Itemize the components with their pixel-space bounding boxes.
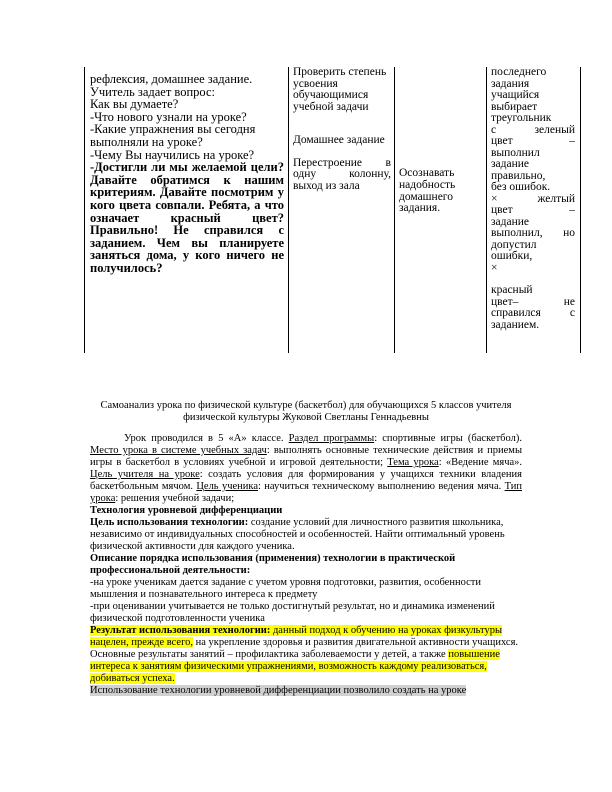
- reflection-bold-text: -Достигли ли мы желаемой цели? Давайте обратимся к нашим критериям. Давайте посмотрим у кого цвета совпали. Ребята, а что означает красный цвет? Правильно! Не справился с заданием. Чем вы планируете заняться дома, у кого ничего не получилось?: [90, 160, 284, 275]
- assessment-line: правильно,: [491, 169, 546, 182]
- reflection-line: -Чему Вы научились на уроке?: [90, 147, 255, 162]
- assessment-line: × желтый: [491, 192, 575, 205]
- technology-result: Результат использования технологии: данный подход к обучению на уроках физкультуры нацелен, прежде всего, на укрепление здоровья и развития двигательной активности учащихся. Основные результаты занятий – профилактика заболеваемости у детей, а также повышение интереса к занятиям физическими упражнениями, возможность каждому реализоваться, добиваться успеха.: [90, 625, 519, 684]
- reflection-line: -Что нового узнали на уроке?: [90, 109, 247, 124]
- assessment-line: выполнил: [491, 146, 540, 159]
- assessment-line: красный: [491, 284, 533, 296]
- usage-line: -при оценивании учитывается не только достигнутый результат, но и динамика изменений физической подготовленности ученика: [90, 601, 495, 624]
- usage-line: -на уроке ученикам дается задание с учетом уровня подготовки, развития, особенности мышления и познавательного интереса к предмету: [90, 577, 481, 600]
- assessment-line: задания: [491, 77, 530, 90]
- table-border-col4: [486, 67, 487, 353]
- reflection-line: -Какие упражнения вы сегодня: [90, 122, 256, 137]
- reflection-line: Учитель задает вопрос:: [90, 84, 216, 99]
- reflection-line: выполняли на уроке?: [90, 134, 203, 149]
- assessment-line: без ошибок.: [491, 181, 551, 193]
- table-border-left: [84, 67, 85, 353]
- usage-heading: Описание порядка использования (применения) технологии в практической профессиональной деятельности:: [90, 553, 456, 576]
- table-border-col2: [288, 67, 289, 353]
- homework-text: Домашнее задание: [293, 134, 385, 146]
- analysis-body: [90, 433, 522, 697]
- reflection-line: рефлексия, домашнее задание.: [90, 73, 253, 86]
- assessment-line: учащийся: [491, 89, 540, 101]
- assessment-line: последнего: [491, 67, 547, 78]
- table-border-col5: [580, 67, 581, 353]
- table-cell-reflection: [90, 73, 284, 275]
- analysis-title: Самоанализ урока по физической культуре (баскетбол) для обучающихся 5 классов учителя физической культуры Жуковой Светланы Геннадьевны: [100, 400, 512, 423]
- table-cell-goals: [293, 67, 391, 192]
- outcome-text: Осознавать надобность домашнего задания.: [399, 168, 456, 215]
- table-cell-outcome: [399, 168, 479, 215]
- conclusion-line: Использование технологии уровневой дифференциации позволило создать на уроке: [90, 685, 467, 696]
- assessment-line: с зеленый: [491, 123, 575, 136]
- reflection-line: Как вы думаете?: [90, 97, 179, 112]
- assessment-line: цвет– не: [491, 295, 575, 308]
- assessment-line: заданием.: [491, 318, 540, 331]
- assessment-line: цвет –: [491, 204, 575, 216]
- technology-goal: Цель использования технологии: создание условий для личностного развития школьника, независимо от индивидуальных способностей и особенностей. Найти оптимальный уровень физической активности для каждого ученика.: [90, 517, 505, 552]
- lesson-description: Урок проводился в 5 «А» классе. Раздел программы: спортивные игры (баскетбол). Место урока в системе учебных задач: выполнять основные технические действия и приемы игры в баскетбол в условиях учебной и игровой деятельности; Тема урока: «Ведение мяча». Цель учителя на уроке: создать условия для формирования у учащихся техники владения баскетбольным мячом. Цель ученика: научиться техническому выполнению ведения мяча. Тип урока: решения учебной задачи;: [90, 433, 523, 504]
- goal-text: Проверить степень усвоения обучающимися учебной задачи: [293, 67, 387, 113]
- assessment-line: цвет –: [491, 135, 575, 147]
- assessment-line: треугольник: [491, 112, 552, 124]
- assessment-line: допустил: [491, 238, 537, 251]
- regroup-text: Перестроение в одну колонну, выход из зала: [293, 156, 391, 192]
- assessment-line: задание: [491, 215, 530, 228]
- assessment-line: выполнил, но: [491, 227, 575, 239]
- assessment-line: ×: [491, 261, 498, 274]
- assessment-line: ошибки,: [491, 250, 533, 262]
- table-cell-self-assessment: [491, 67, 575, 331]
- table-border-col3: [394, 67, 395, 353]
- assessment-line: выбирает: [491, 100, 538, 113]
- technology-heading: Технология уровневой дифференциации: [90, 505, 283, 516]
- assessment-line: задание: [491, 158, 530, 170]
- assessment-line: справился с: [491, 307, 575, 319]
